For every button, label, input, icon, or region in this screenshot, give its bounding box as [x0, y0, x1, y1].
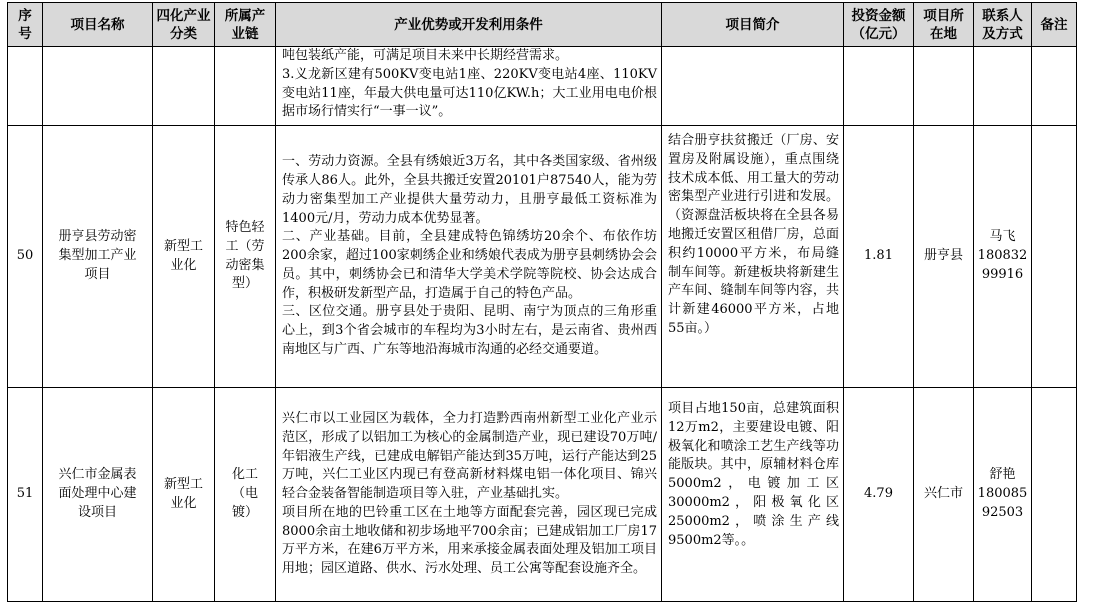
- table-row: [8, 47, 1077, 126]
- header-chain: 所属产业链: [215, 3, 276, 47]
- intro-text: 结合册亨扶贫搬迁（厂房、安置房及附属设施），重点围绕技术成本低、用工量大的劳动密集型产业进行引进和发展。（资源盘活板块将在全县各易地搬迁安置区租借厂房，总面积约10000平方米，布局缝制车间等。新建板块将新建生产车间、缝制车间等内容，共计新建46000平方米，占地55亩。）: [668, 133, 839, 336]
- row-location: [914, 47, 974, 126]
- row-name: 册亨县劳动密集型加工产业项目: [43, 126, 153, 388]
- row-category: 新型工业化: [153, 388, 215, 602]
- conditions-text: 吨包装纸产能，可满足项目未来中长期经营需求。 3.义龙新区建有500KV变电站1座、220KV变电站4座、110KV变电站11座，年最大供电量可达110亿KW.h；大工业用电电价根据市场行情实行“一事一议”。: [282, 48, 657, 120]
- row-intro: [662, 47, 844, 126]
- header-seq: 序号: [8, 3, 43, 47]
- header-conditions: 产业优势或开发利用条件: [276, 3, 662, 47]
- row-location: 兴仁市: [914, 388, 974, 602]
- header-remark: 备注: [1032, 3, 1077, 47]
- conditions-text: 一、劳动力资源。全县有绣娘近3万名，其中各类国家级、省州级传承人86人。此外，全县共搬迁安置20101户87540人，能为劳动力密集型加工产业提供大量劳动力，且册亨最低工资标准为1400元/月，劳动力成本优势显著。 二、产业基础。目前，全县建成特色锦绣坊20余个、布依作坊200余家，超过100家刺绣企业和绣娘代表成为册亨县刺绣协会会员。其中，刺绣协会已和清华大学美术学院等院校、协会达成合作，积极研发新型产品，打造属于自己的特色产品。 三、区位交通。册亨县处于贵阳、昆明、南宁为顶点的三角形重心上，到3个省会城市的车程均为3小时左右，是云南省、贵州西南地区与广西、广东等地沿海城市沟通的必经交通要道。: [282, 154, 657, 358]
- row-conditions: [276, 47, 662, 126]
- row-seq: 51: [8, 388, 43, 602]
- row-category: 新型工业化: [153, 126, 215, 388]
- row-invest: 4.79: [844, 388, 914, 602]
- row-chain: 化工（电镀）: [215, 388, 276, 602]
- header-row: [8, 3, 1077, 47]
- project-table: [7, 2, 1077, 602]
- row-contact: 马飞 180832 99916: [974, 126, 1032, 388]
- header-name: 项目名称: [43, 3, 153, 47]
- header-invest: 投资金额（亿元）: [844, 3, 914, 47]
- header-location: 项目所在地: [914, 3, 974, 47]
- header-contact: 联系人及方式: [974, 3, 1032, 47]
- row-conditions: [276, 388, 662, 602]
- row-remark: [1032, 388, 1077, 602]
- row-invest: [844, 47, 914, 126]
- table-row: [8, 126, 1077, 388]
- header-intro: 项目简介: [662, 3, 844, 47]
- row-intro: [662, 126, 844, 388]
- row-invest: 1.81: [844, 126, 914, 388]
- row-remark: [1032, 126, 1077, 388]
- row-seq: [8, 47, 43, 126]
- row-seq: 50: [8, 126, 43, 388]
- row-chain: [215, 47, 276, 126]
- row-intro: [662, 388, 844, 602]
- intro-text: 项目占地150亩，总建筑面积12万m2，主要建设电镀、阳极氧化和喷涂工艺生产线等功能版块。其中，原辅材料仓库5000m2，电镀加工区30000m2，阳极氧化区25000m2，喷涂生产线9500m2等。。: [668, 401, 839, 548]
- row-name: 兴仁市金属表面处理中心建设项目: [43, 388, 153, 602]
- conditions-text: 兴仁市以工业园区为载体，全力打造黔西南州新型工业化产业示范区，形成了以铝加工为核心的金属制造产业，现已建设70万吨/年铝液生产线，已建成电解铝产能达到35万吨，运行产能达到25万吨，兴仁工业区内现已有登高新材料煤电铝一体化项目、锦兴轻合金装备智能制造项目等入驻，产业基础扎实。 项目所在地的巴铃重工区在土地等方面配套完善，园区现已完成8000余亩土地收储和初步场地平700余亩；已建成铝加工厂房17万平方米，在建6万平方米，用来承接金属表面处理及铝加工项目用地；园区道路、供水、污水处理、员工公寓等配套设施齐全。: [282, 410, 657, 577]
- table-row: [8, 388, 1077, 602]
- row-conditions: [276, 126, 662, 388]
- row-remark: [1032, 47, 1077, 126]
- row-contact: [974, 47, 1032, 126]
- row-contact: 舒艳 180085 92503: [974, 388, 1032, 602]
- row-chain: 特色轻工（劳动密集型）: [215, 126, 276, 388]
- row-location: 册亨县: [914, 126, 974, 388]
- row-name: [43, 47, 153, 126]
- row-category: [153, 47, 215, 126]
- header-category: 四化产业分类: [153, 3, 215, 47]
